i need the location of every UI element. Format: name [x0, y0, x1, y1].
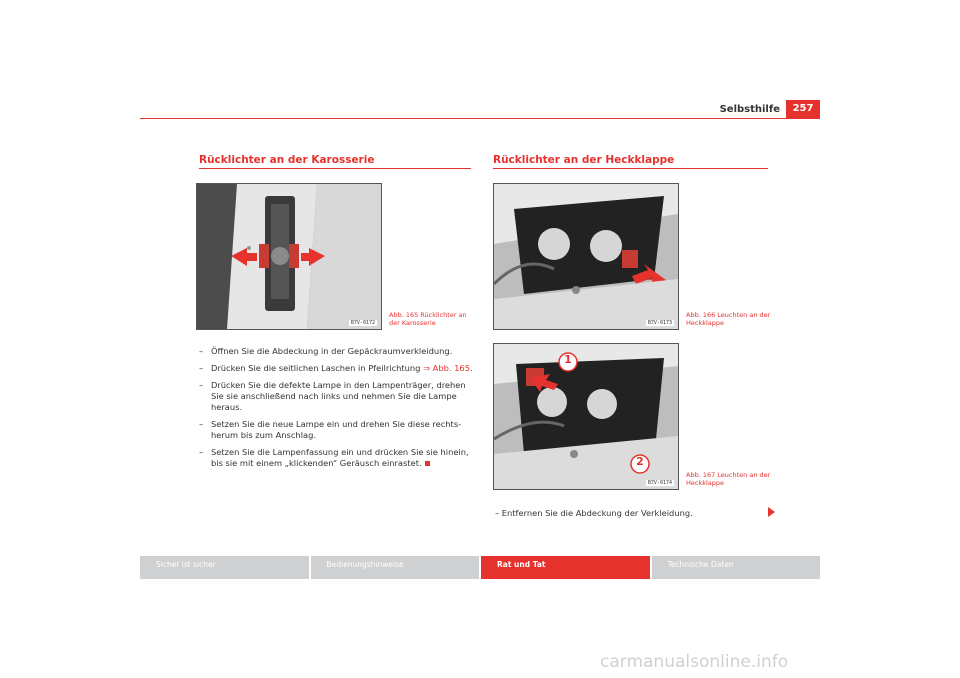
continue-arrow-icon [768, 507, 775, 517]
watermark: carmanualsonline.info [600, 652, 789, 672]
figure-166-caption: Abb. 166 Leuchten an der Heckklappe [686, 311, 771, 327]
tailgate-light-illustration [494, 184, 678, 329]
step-item: – Setzen Sie die neue Lampe ein und drehen Sie diese rechts-herum bis zum Anschlag. [199, 419, 462, 440]
figure-167-caption: Abb. 167 Leuchten an der Heckklappe [686, 471, 771, 487]
marker-2: 2 [636, 455, 644, 468]
figure-165-caption: Abb. 165 Rücklichter an der Karosserie [389, 311, 467, 327]
section-end-marker [425, 461, 430, 466]
taillight-body-illustration [197, 184, 381, 329]
marker-1: 1 [564, 353, 572, 366]
figure-code: B7V-0174 [647, 480, 672, 486]
header-rule [140, 118, 820, 119]
figure-166-photo [493, 183, 679, 330]
section-rule-left [199, 168, 471, 169]
figure-165-photo [196, 183, 382, 330]
step-item: – Setzen Sie die Lampenfassung ein und drücken Sie sie hinein, bis sie mit einem „klickenden“ Geräusch einrastet. [199, 447, 469, 468]
instruction-step-right: – Entfernen Sie die Abdeckung der Verkleidung. [495, 508, 693, 518]
instruction-steps-left [199, 346, 474, 475]
footer-tab-rat-und-tat[interactable]: Rat und Tat [481, 556, 650, 579]
footer-tab-bedienung[interactable]: Bedienungshinweise [311, 556, 480, 579]
footer-tab-technische-daten[interactable]: Technische Daten [652, 556, 821, 579]
section-rule-right [493, 168, 768, 169]
running-header-title: Selbsthilfe [719, 104, 780, 115]
tailgate-light-detail-illustration [494, 344, 678, 489]
footer-tab-sicher[interactable]: Sicher ist sicher [140, 556, 309, 579]
figure-ref-link[interactable]: ⇒ Abb. 165 [423, 363, 470, 373]
figure-code: B7V-0173 [647, 320, 672, 326]
step-item: – Drücken Sie die defekte Lampe in den Lampenträger, drehen Sie sie anschließend nach links und nehmen Sie die Lampe heraus. [199, 380, 466, 412]
step-item: – Öffnen Sie die Abdeckung in der Gepäckraumverkleidung. [199, 346, 453, 356]
step-item: – Drücken Sie die seitlichen Laschen in Pfeilrichtung ⇒ Abb. 165. [199, 363, 473, 373]
page-number-badge: 257 [786, 100, 820, 118]
section-title-karosserie: Rücklichter an der Karosserie [199, 154, 375, 166]
section-title-heckklappe: Rücklichter an der Heckklappe [493, 154, 675, 166]
footer-nav [140, 556, 820, 579]
figure-167-photo [493, 343, 679, 490]
figure-code: B7V-0172 [350, 320, 375, 326]
